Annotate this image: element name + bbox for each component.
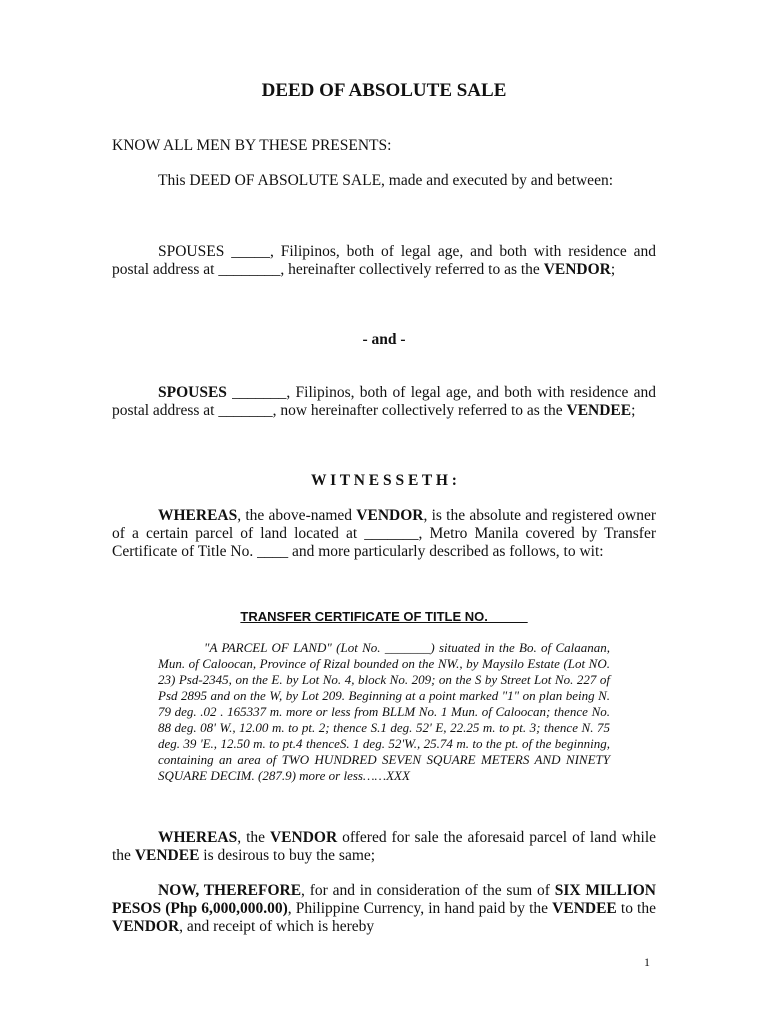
vendee-paragraph <box>112 384 656 420</box>
whereas2-text-b: , the <box>237 829 270 846</box>
whereas2-vendee-term: VENDEE <box>134 847 200 864</box>
now-therefore-text-f: to the <box>616 900 656 917</box>
now-therefore-text-d: , Philippine Currency, in hand paid by the <box>287 900 553 917</box>
vendee-term: VENDEE <box>566 402 632 419</box>
document-title: DEED OF ABSOLUTE SALE <box>261 80 507 101</box>
vendor-text-a: SPOUSES _____, Filipinos, both of legal age, and both with residence and postal address at ________, hereinafter collectively referred to as the <box>112 243 656 278</box>
now-therefore-text-h: , and receipt of which is hereby <box>179 918 375 935</box>
now-therefore-text-b: , for and in consideration of the sum of <box>301 882 555 899</box>
vendor-paragraph <box>112 243 656 279</box>
whereas1-text-b: , the above-named <box>237 507 357 524</box>
whereas-term-1: WHEREAS <box>158 507 238 524</box>
page-number: 1 <box>644 955 650 969</box>
intro-line: KNOW ALL MEN BY THESE PRESENTS: <box>112 137 392 154</box>
now-therefore-paragraph <box>112 882 656 936</box>
parcel-description: "A PARCEL OF LAND" (Lot No. _______) situated in the Bo. of Calaanan, Mun. of Caloocan, Province of Rizal bounded on the NW., by Maysilo Estate (Lot NO. 23) Psd-2345, on the E. by Lot No. 4, block No. 209; on the S by Street Lot No. 227 of Psd 2895 and on the W, by Lot 209. Beginning at a point marked "1" on plan being N. 79 deg. .02 . 165337 m. more or less from BLLM No. 1 Mun. of Caloocan; thence No. 88 deg. 08' W., 12.00 m. to pt. 2; thence S.1 deg. 52' E, 22.25 m. to pt. 3; thence N. 75 deg. 39 'E., 12.50 m. to pt.4 thenceS. 1 deg. 52'W., 25.74 m. to the pt. of the beginning, containing an area of TWO HUNDRED SEVEN SQUARE METERS AND NINETY SQUARE DECIM. (287.9) more or less……XXX <box>158 640 610 783</box>
whereas2-text-f: is desirous to buy the same; <box>199 847 376 864</box>
whereas1-vendor-term: VENDOR <box>356 507 424 524</box>
whereas-paragraph-1 <box>112 507 656 561</box>
whereas-term-2: WHEREAS <box>158 829 238 846</box>
vendor-term: VENDOR <box>543 261 611 278</box>
vendee-text-b: _______, Filipinos, both of legal age, and both with residence and postal address at _______, now hereinafter collectively referred to as the <box>112 384 656 419</box>
whereas1-text-d: , is the absolute and registered owner of a certain parcel of land located at _______, Metro Manila covered by Transfer Certificate of Title No. ____ and more particularly described as follows, to wit: <box>112 507 656 560</box>
consideration-amount: SIX MILLION PESOS (Php 6,000,000.00) <box>112 882 657 917</box>
opening-paragraph: This DEED OF ABSOLUTE SALE, made and executed by and between: <box>158 172 614 189</box>
tct-heading: TRANSFER CERTIFICATE OF TITLE NO. _____ <box>240 609 528 624</box>
and-separator: - and - <box>362 331 406 348</box>
whereas2-vendor-term: VENDOR <box>269 829 338 846</box>
whereas-paragraph-2 <box>112 829 656 865</box>
witnesseth-heading: W I T N E S S E T H : <box>311 472 457 489</box>
now-therefore-vendor-term: VENDOR <box>112 918 180 935</box>
vendor-text-c: ; <box>610 261 616 278</box>
now-therefore-term: NOW, THEREFORE <box>158 882 302 899</box>
now-therefore-vendee-term: VENDEE <box>552 900 617 917</box>
vendee-spouses-term: SPOUSES <box>158 384 227 401</box>
vendee-text-d: ; <box>631 402 636 419</box>
whereas2-text-d: offered for sale the aforesaid parcel of land while the <box>112 829 657 864</box>
